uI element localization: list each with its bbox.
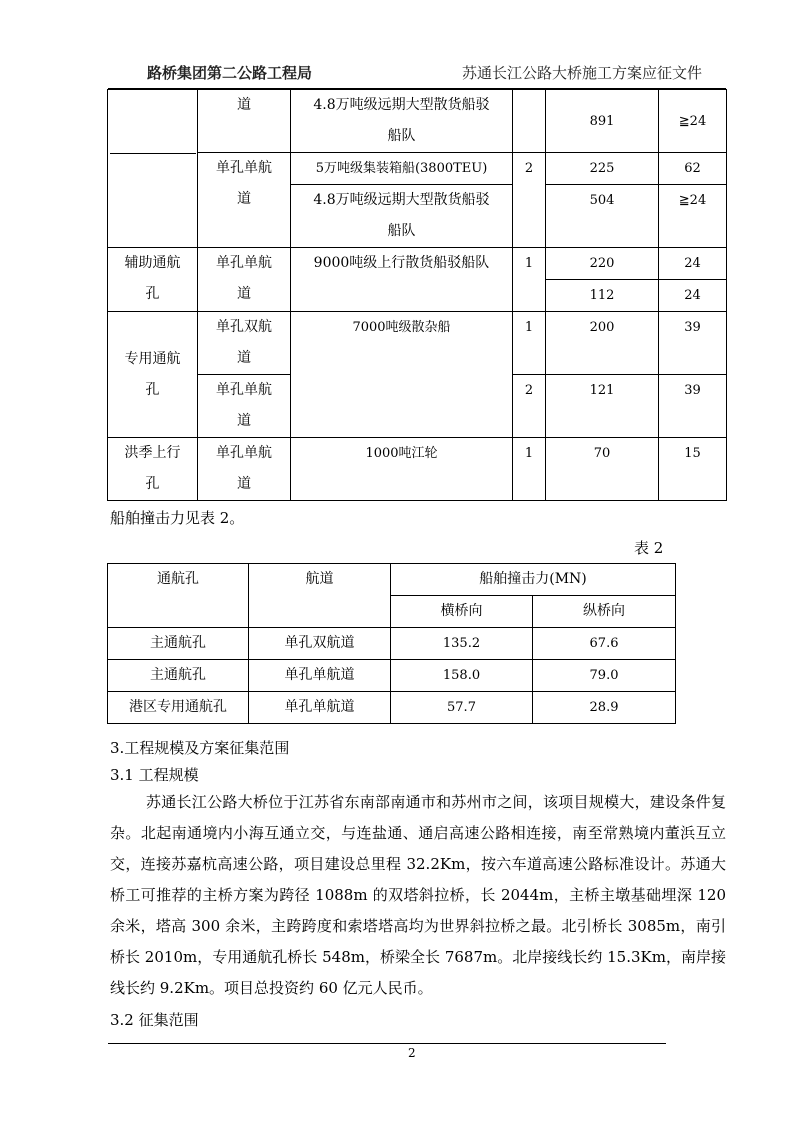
table-cell-value: 57.7 [391,692,533,724]
table-header-span: 通航孔 [108,564,249,628]
table-cell-span-type: 辅助通航 孔 [108,248,198,312]
table-cell-value: 200 [546,312,659,375]
table-cell-value: 158.0 [391,660,533,692]
table-cell-channel: 道 [198,90,291,153]
page-number: 2 [408,1046,416,1060]
table-cell-value: 225 [546,153,659,185]
table-cell-count: 2 [513,153,546,248]
section-heading-3: 3.工程规模及方案征集范围 [110,739,290,757]
table-cell-ship: 9000吨级上行散货船驳船队 [291,248,513,312]
table-cell-channel: 单孔双航 道 [198,312,291,375]
table-cell-ship: 1000吨江轮 [291,438,513,501]
table-cell-value: 39 [659,312,727,375]
table-cell-channel: 单孔单航 道 [198,248,291,312]
table-cell-value: 135.2 [391,628,533,660]
table-cell-count: 1 [513,312,546,375]
footer-rule [108,1043,666,1044]
table-cell-value: 220 [546,248,659,280]
table-cell-ship: 7000吨级散杂船 [291,312,513,438]
table-cell-span-type: 港区专用通航孔 [108,692,249,724]
table-cell-channel: 单孔单航道 [249,692,391,724]
table-cell-value: ≧24 [659,90,727,153]
table-header-force: 船舶撞击力(MN) [391,564,676,596]
table-header-transverse: 横桥向 [391,596,533,628]
table-cell-value: 24 [659,248,727,280]
table-caption-text: 船舶撞击力见表 2。 [110,509,245,527]
table-cell-value: 39 [659,375,727,438]
table-cell-empty [108,153,198,248]
table-cell-value: 891 [546,90,659,153]
table-cell-value: 15 [659,438,727,501]
header-right-title: 苏通长江公路大桥施工方案应征文件 [462,64,703,82]
ship-impact-force-table [107,563,676,724]
table-cell-channel: 单孔单航 道 [198,375,291,438]
table-cell-ship: 5万吨级集装箱船(3800TEU) [291,153,513,185]
table-cell-value: 121 [546,375,659,438]
table-cell-span-type: 主通航孔 [108,628,249,660]
table-cell-count: 1 [513,248,546,312]
body-paragraph [110,787,726,1004]
table-cell-value: 79.0 [533,660,676,692]
table-cell-ship: 4.8万吨级远期大型散货船驳 船队 [291,90,513,153]
table-cell-value: 67.6 [533,628,676,660]
table-row [108,692,676,724]
table-header-channel: 航道 [249,564,391,628]
table-cell-value: ≧24 [659,185,727,248]
paragraph-text: 苏通长江公路大桥位于江苏省东南部南通市和苏州市之间，该项目规模大，建设条件复杂。北起南通境内小海互通立交，与连盐通、通启高速公路相连接，南至常熟境内董浜互立交，连接苏嘉杭高速公路，项目建设总里程 32.2Km，按六车道高速公路标准设计。苏通大桥工可推荐的主桥方案为跨径 1088m 的双塔斜拉桥，长 2044m，主桥主墩基础埋深 120 余米，塔高 300 余米，主跨跨度和索塔塔高均为世界斜拉桥之最。北引桥长 3085m，南引桥长 2010m，专用通航孔桥长 548m，桥梁全长 7687m。北岸接线长约 15.3Km，南岸接线长约 9.2Km。项目总投资约 60 亿元人民币。 [110,793,726,997]
table-cell-channel: 单孔单航 道 [198,153,291,248]
table-cell-span-type: 专用通航 孔 [108,312,198,438]
section-heading-3-2: 3.2 征集范围 [110,1011,199,1029]
table-row [108,660,676,692]
table-header-longitudinal: 纵桥向 [533,596,676,628]
table-cell-value: 28.9 [533,692,676,724]
section-heading-3-1: 3.1 工程规模 [110,766,199,784]
table-cell-value: 24 [659,280,727,312]
table-cell-empty [108,90,198,153]
table-number: 表 2 [634,539,664,557]
table-cell-value: 70 [546,438,659,501]
table-cell-count [513,90,546,153]
table-cell-channel: 单孔单航道 [249,660,391,692]
table-cell-count: 1 [513,438,546,501]
table-cell-ship: 4.8万吨级远期大型散货船驳 船队 [291,185,513,248]
table-cell-span-type: 主通航孔 [108,660,249,692]
table-cell-count: 2 [513,375,546,438]
table-cell-channel: 单孔双航道 [249,628,391,660]
table-cell-value: 62 [659,153,727,185]
table-row [108,628,676,660]
navigation-table-continued [107,89,727,501]
table-cell-channel: 单孔单航 道 [198,438,291,501]
table-cell-value: 504 [546,185,659,248]
table-cell-value: 112 [546,280,659,312]
table-cell-span-type: 洪季上行 孔 [108,438,198,501]
header-left-title: 路桥集团第二公路工程局 [147,64,313,82]
